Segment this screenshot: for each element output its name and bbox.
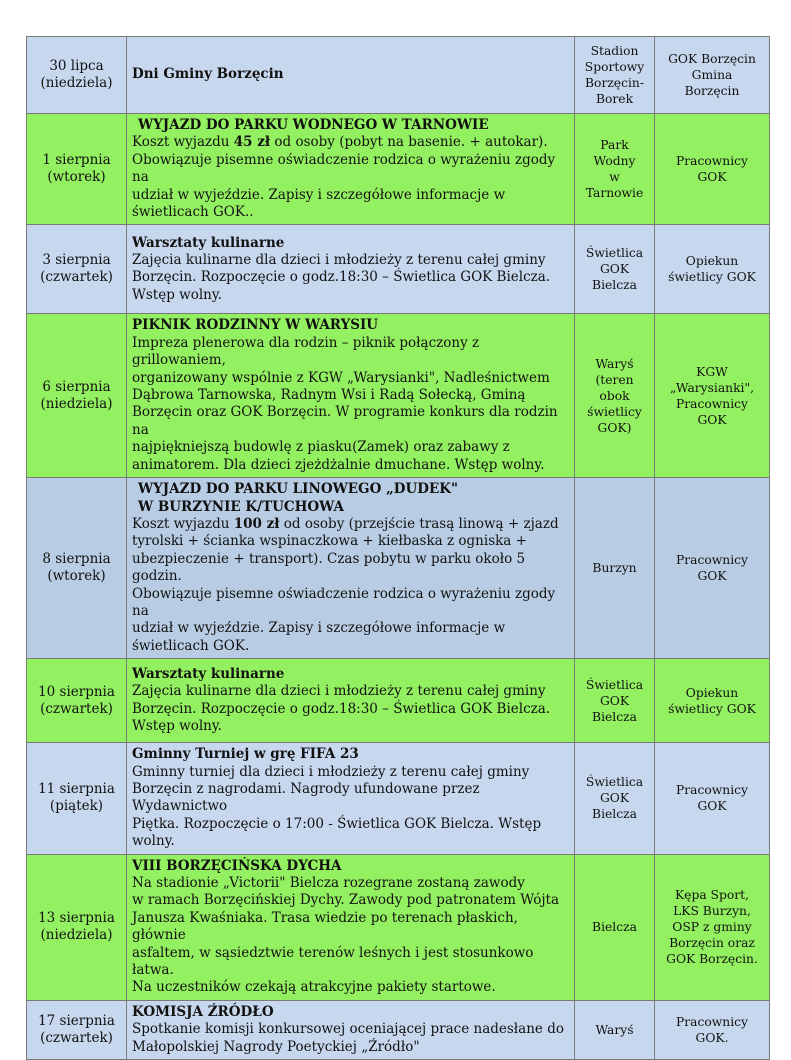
event-organizer: GOK Borzęcin	[668, 52, 756, 66]
event-text: animatorem. Dla dzieci zjeżdżalnie dmuchane. Wstęp wolny.	[132, 456, 545, 473]
event-organizer: GOK	[697, 412, 727, 427]
event-date: 13 sierpnia	[38, 910, 115, 927]
event-text-line	[132, 979, 569, 996]
event-weekday: (czwartek)	[40, 700, 113, 717]
event-text: udział w wyjeździe. Zapisy i szczegółowe informacje w	[132, 620, 506, 637]
event-organizer-cell	[655, 1000, 770, 1059]
event-row	[27, 1000, 770, 1059]
event-text-line	[132, 152, 569, 187]
event-title: WYJAZD DO PARKU LINOWEGO „DUDEK"	[138, 481, 459, 498]
event-row	[27, 743, 770, 854]
event-row	[27, 114, 770, 225]
event-date: 10 sierpnia	[38, 683, 115, 700]
event-text: Obowiązuje pisemne oświadczenie rodzica o wyrażeniu zgody na	[132, 151, 556, 186]
event-text-line	[132, 516, 569, 533]
event-text-line	[132, 638, 569, 655]
event-text-line	[132, 875, 569, 892]
event-description-cell	[127, 854, 575, 1000]
event-date: 11 sierpnia	[38, 781, 115, 798]
event-text: Impreza plenerowa dla rodzin – piknik połączony z grillowaniem,	[132, 334, 480, 369]
event-description-cell	[127, 314, 575, 478]
event-organizer-cell	[655, 37, 770, 114]
event-title: WYJAZD DO PARKU WODNEGO W TARNOWIE	[138, 117, 489, 133]
event-organizer-cell	[655, 478, 770, 659]
event-text: Koszt wyjazdu	[132, 515, 234, 532]
event-organizer-cell	[655, 225, 770, 314]
event-organizer: „Warysianki",	[669, 380, 755, 395]
event-text: Na uczestników czekają atrakcyjne pakiety startowe.	[132, 979, 496, 996]
event-text: Borzęcin. Rozpoczęcie o godz.18:30 – Świetlica GOK Bielcza.	[132, 700, 551, 717]
event-date-cell	[27, 478, 127, 659]
event-weekday: (wtorek)	[47, 568, 106, 585]
event-text: wolny.	[132, 833, 175, 850]
event-text-line	[132, 683, 569, 700]
event-description-cell	[127, 659, 575, 743]
event-date-cell	[27, 37, 127, 114]
event-place: Park Wodny	[593, 138, 636, 169]
event-description-cell	[127, 1000, 575, 1059]
event-description-cell	[127, 37, 575, 114]
event-weekday: (piątek)	[49, 798, 104, 815]
event-place: w Tarnowie	[585, 170, 644, 201]
event-organizer-cell	[655, 854, 770, 1000]
event-row	[27, 478, 770, 659]
event-text: Piętka. Rozpoczęcie o 17:00 - Świetlica GOK Bielcza. Wstęp	[132, 815, 542, 832]
event-date-cell	[27, 225, 127, 314]
event-description-cell	[127, 478, 575, 659]
event-date-cell	[27, 659, 127, 743]
event-place-cell	[575, 37, 655, 114]
event-organizer: Borzęcin oraz	[669, 936, 755, 951]
event-organizer: GOK	[697, 799, 727, 814]
event-text: Dąbrowa Tarnowska, Radnym Wsi i Radą Sołecką, Gminą	[132, 387, 526, 404]
event-text: Obowiązuje pisemne oświadczenie rodzica o wyrażeniu zgody na	[132, 585, 556, 619]
event-text-line	[132, 204, 569, 221]
event-row	[27, 314, 770, 478]
event-text-line	[132, 457, 569, 474]
event-text: Wstęp wolny.	[132, 286, 222, 303]
event-title: VIII BORZĘCIŃSKA DYCHA	[132, 857, 342, 874]
event-place-cell	[575, 743, 655, 854]
event-organizer: GOK	[697, 170, 727, 185]
event-place: Waryś	[595, 1022, 634, 1037]
event-organizer-cell	[655, 743, 770, 854]
event-place: GOK)	[597, 420, 632, 435]
event-text: tyrolski + ścianka wspinaczkowa + kiełbaska z ogniska +	[132, 533, 527, 550]
event-title: KOMISJA ŹRÓDŁO	[132, 1003, 274, 1020]
event-place: Świetlica	[585, 775, 644, 790]
event-text-line	[132, 1039, 569, 1056]
event-weekday: (niedziela)	[40, 75, 113, 91]
event-text: w ramach Borzęcińskiej Dychy. Zawody pod patronatem Wójta	[132, 892, 560, 909]
event-text: Borzęcin. Rozpoczęcie o godz.18:30 – Świetlica GOK Bielcza.	[132, 269, 551, 286]
event-date: 3 sierpnia	[42, 252, 111, 269]
event-place: Borzęcin-	[585, 76, 644, 90]
event-place: Waryś	[595, 356, 634, 371]
event-organizer: OSP z gminy	[672, 920, 752, 935]
event-organizer: GOK Borzęcin.	[666, 952, 758, 967]
event-date-cell	[27, 114, 127, 225]
event-organizer-cell	[655, 659, 770, 743]
event-date: 17 sierpnia	[38, 1012, 115, 1029]
event-weekday: (czwartek)	[40, 1029, 113, 1046]
event-schedule-body	[27, 37, 770, 1060]
event-place: Świetlica	[585, 246, 644, 261]
event-text: Gminny turniej dla dzieci i młodzieży z terenu całej gminy	[132, 763, 530, 780]
event-text: Zajęcia kulinarne dla dzieci i młodzieży z terenu całej gminy	[132, 252, 546, 269]
event-date: 6 sierpnia	[42, 378, 111, 395]
event-place-cell	[575, 659, 655, 743]
event-weekday: (niedziela)	[40, 927, 113, 944]
event-date-cell	[27, 1000, 127, 1059]
event-text: Koszt wyjazdu	[132, 134, 234, 151]
event-title: PIKNIK RODZINNY W WARYSIU	[132, 317, 379, 334]
event-place-cell	[575, 478, 655, 659]
event-place: GOK Bielcza	[592, 262, 637, 293]
event-text-line	[132, 551, 569, 586]
event-weekday: (czwartek)	[40, 269, 113, 286]
event-text-line	[132, 269, 569, 286]
event-text: Małopolskiej Nagrody Poetyckiej „Źródło"	[132, 1038, 420, 1055]
event-date: 30 lipca	[49, 58, 104, 74]
event-row	[27, 854, 770, 1000]
event-row	[27, 659, 770, 743]
event-title: Dni Gminy Borzęcin	[132, 66, 284, 83]
event-text: asfaltem, w sąsiedztwie terenów leśnych i jest stosunkowo łatwa.	[132, 944, 534, 979]
event-text-line	[132, 910, 569, 945]
event-text: Janusza Kwaśniaka. Trasa wiedzie po terenach płaskich, głównie	[132, 909, 518, 944]
event-text-line	[132, 833, 569, 850]
event-price: 100 zł	[233, 515, 280, 532]
event-organizer: KGW	[696, 364, 728, 379]
event-place: GOK Bielcza	[592, 693, 637, 724]
event-text-line	[132, 816, 569, 833]
event-date: 1 sierpnia	[42, 152, 111, 169]
event-title: Warsztaty kulinarne	[132, 665, 285, 682]
event-text-line	[132, 892, 569, 909]
event-place: Bielcza	[592, 920, 637, 935]
event-text-line	[132, 620, 569, 637]
event-weekday: (wtorek)	[47, 169, 106, 186]
event-text: Borzęcin z nagrodami. Nagrody ufundowane przez Wydawnictwo	[132, 780, 480, 815]
event-text: najpiękniejszą budowlę z piasku(Zamek) oraz zabawy z	[132, 439, 510, 456]
event-organizer: Pracownicy	[676, 783, 748, 798]
event-text-line	[132, 945, 569, 980]
event-place-cell	[575, 854, 655, 1000]
event-text-line	[132, 404, 569, 439]
event-text: Na stadionie „Victorii" Bielcza rozegrane zostaną zawody	[132, 875, 525, 891]
event-organizer: Pracownicy	[676, 1014, 748, 1029]
event-text: Zajęcia kulinarne dla dzieci i młodzieży z terenu całej gminy	[132, 683, 546, 700]
event-organizer-cell	[655, 114, 770, 225]
event-organizer: LKS Burzyn,	[673, 904, 751, 919]
event-description-cell	[127, 114, 575, 225]
event-text-line	[132, 387, 569, 404]
event-text-line	[132, 370, 569, 387]
event-text-line	[132, 252, 569, 269]
event-organizer: Kępa Sport,	[674, 888, 749, 903]
event-text-line	[132, 533, 569, 550]
event-organizer: GOK.	[695, 1030, 729, 1045]
event-organizer: świetlicy GOK	[668, 701, 756, 716]
event-text-line	[132, 781, 569, 816]
event-date-cell	[27, 854, 127, 1000]
event-organizer-cell	[655, 314, 770, 478]
event-row	[27, 37, 770, 114]
event-organizer: Opiekun	[685, 685, 739, 700]
event-text: świetlicach GOK.	[132, 637, 250, 654]
event-text: ubezpieczenie + transport). Czas pobytu w parku około 5 godzin.	[132, 550, 526, 585]
event-organizer: Borzęcin	[684, 84, 740, 98]
event-text-line	[132, 134, 569, 151]
event-text: udział w wyjeździe. Zapisy i szczegółowe informacje w	[132, 186, 506, 203]
event-text: Spotkanie komisji konkursowej oceniającej prace nadesłane do	[132, 1021, 564, 1038]
event-text-line	[132, 701, 569, 718]
event-text: organizowany wspólnie z KGW „Warysianki", Nadleśnictwem	[132, 369, 550, 386]
event-organizer: Pracownicy	[676, 154, 748, 169]
event-date-cell	[27, 743, 127, 854]
event-text-line	[132, 718, 569, 735]
event-description-cell	[127, 225, 575, 314]
event-organizer: Pracownicy	[676, 396, 748, 411]
event-place: (teren obok	[595, 372, 634, 403]
event-place: Sportowy	[584, 60, 645, 74]
event-text: Wstęp wolny.	[132, 718, 222, 735]
event-title: Gminny Turniej w grę FIFA 23	[132, 746, 359, 763]
event-text-line	[132, 335, 569, 370]
event-text-line	[132, 764, 569, 781]
event-price: 45 zł	[233, 134, 271, 151]
event-title-line2: W BURZYNIE K/TUCHOWA	[138, 498, 344, 515]
event-organizer: Pracownicy	[676, 553, 748, 568]
event-place: świetlicy	[587, 404, 642, 419]
event-organizer: Opiekun	[685, 254, 739, 269]
event-row	[27, 225, 770, 314]
event-place: Świetlica	[585, 677, 644, 692]
event-description-cell	[127, 743, 575, 854]
event-text: świetlicach GOK..	[132, 204, 254, 221]
event-organizer: Gmina	[691, 68, 733, 82]
event-text-line	[132, 439, 569, 456]
event-schedule-table	[26, 36, 770, 1060]
event-place: Borek	[595, 92, 634, 106]
event-date: 8 sierpnia	[42, 551, 111, 568]
event-place: Burzyn	[592, 561, 637, 576]
event-date-cell	[27, 314, 127, 478]
event-text: od osoby (pobyt na basenie. + autokar).	[270, 134, 548, 151]
event-title: Warsztaty kulinarne	[132, 234, 285, 251]
event-place-cell	[575, 225, 655, 314]
event-place: Stadion	[590, 44, 639, 58]
event-place: GOK Bielcza	[592, 791, 637, 822]
event-organizer: GOK	[697, 569, 727, 584]
event-weekday: (niedziela)	[40, 395, 113, 412]
event-place-cell	[575, 1000, 655, 1059]
event-text-line	[132, 586, 569, 621]
event-text: od osoby (przejście trasą linową + zjazd	[279, 515, 559, 532]
event-text-line	[132, 287, 569, 304]
event-text-line	[132, 187, 569, 204]
event-organizer: świetlicy GOK	[668, 270, 756, 285]
event-place-cell	[575, 314, 655, 478]
event-place-cell	[575, 114, 655, 225]
event-text: Borzęcin oraz GOK Borzęcin. W programie konkurs dla rodzin na	[132, 404, 558, 438]
